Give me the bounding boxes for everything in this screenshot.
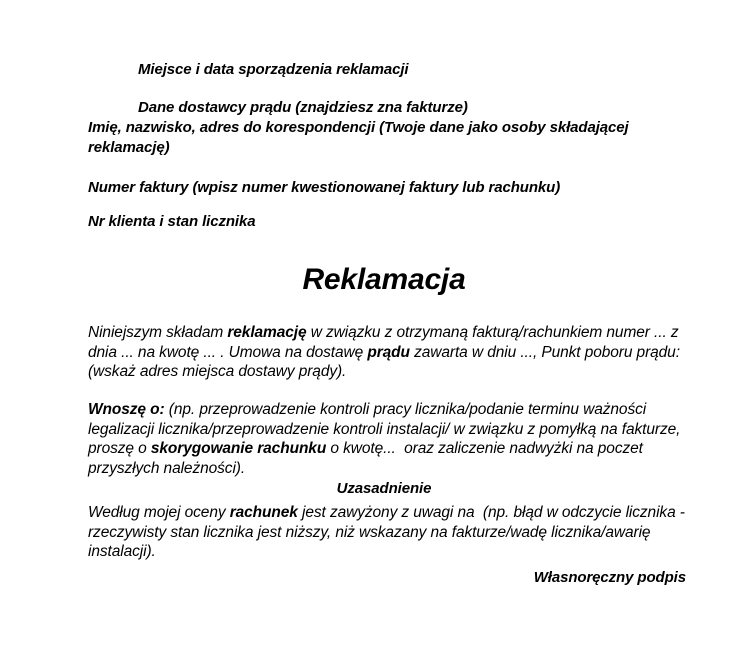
subheading-block bbox=[88, 479, 686, 499]
document-title-block bbox=[88, 263, 686, 297]
header-line-sender-data: Imię, nazwisko, adres do korespondencji (Twoje dane jako osoby składającej reklamację) bbox=[88, 119, 629, 156]
paragraph-1-text-segment-2: w związku z otrzymaną fakturą/rachunkiem numer ... z dnia ... na kwotę ... . Umowa na dostawę bbox=[88, 324, 683, 361]
header-block-sender bbox=[88, 118, 686, 157]
paragraph-1-bold-pradu: prądu bbox=[367, 343, 410, 361]
paragraph-3-bold-rachunek: rachunek bbox=[229, 504, 298, 521]
header-line-client-number: Nr klienta i stan licznika bbox=[88, 213, 256, 230]
signature-block bbox=[88, 568, 686, 588]
header-block-supplier bbox=[88, 98, 686, 118]
header-block-place-date bbox=[88, 60, 686, 80]
signature-line: Własnoręczny podpis bbox=[533, 569, 686, 586]
paragraph-2-bold-wnosze-o: Wnoszę o: bbox=[88, 401, 165, 418]
header-line-place-and-date: Miejsce i data sporządzenia reklamacji bbox=[138, 61, 409, 78]
paragraph-2-text-segment-2: o kwotę... oraz zaliczenie nadwyżki na poczet przyszłych należności). bbox=[88, 440, 648, 477]
paragraph-2-bold-skorygowanie-rachunku: skorygowanie rachunku bbox=[150, 440, 327, 457]
paragraph-1-text-segment-3: zawarta w dniu ..., Punkt poboru prądu: (wskaż adres miejsca dostawy prądy). bbox=[88, 343, 685, 380]
subheading-uzasadnienie: Uzasadnienie bbox=[336, 480, 432, 497]
body-paragraph-2 bbox=[88, 400, 686, 478]
document-title: Reklamacja bbox=[302, 263, 466, 296]
body-paragraph-1 bbox=[88, 323, 686, 382]
paragraph-1-text-segment-1: Niniejszym składam bbox=[88, 324, 228, 341]
body-paragraph-1-block bbox=[88, 323, 686, 382]
paragraph-3-text-segment-1: Według mojej oceny bbox=[88, 504, 230, 521]
header-line-invoice-number: Numer faktury (wpisz numer kwestionowanej faktury lub rachunku) bbox=[88, 179, 561, 196]
paragraph-2-text-segment-1: (np. przeprowadzenie kontroli pracy licznika/podanie terminu ważności legalizacji licznika/przeprowadzenie kontroli instalacji/ w związku z pomyłką na fakturze, proszę o bbox=[88, 401, 685, 457]
header-line-supplier-data: Dane dostawcy prądu (znajdziesz zna fakturze) bbox=[138, 99, 468, 116]
paragraph-3-text-segment-2: jest zawyżony z uwagi na (np. błąd w odczycie licznika - rzeczywisty stan licznika jest niższy, niż wskazany na fakturze/wadę licznika/awarię instalacji). bbox=[88, 504, 690, 560]
header-block-client bbox=[88, 212, 686, 232]
body-paragraph-3-block bbox=[88, 503, 690, 562]
paragraph-1-bold-reklamacje: reklamację bbox=[227, 324, 307, 341]
body-paragraph-2-block bbox=[88, 400, 686, 478]
body-paragraph-3 bbox=[88, 503, 690, 562]
header-block-invoice bbox=[88, 178, 686, 198]
